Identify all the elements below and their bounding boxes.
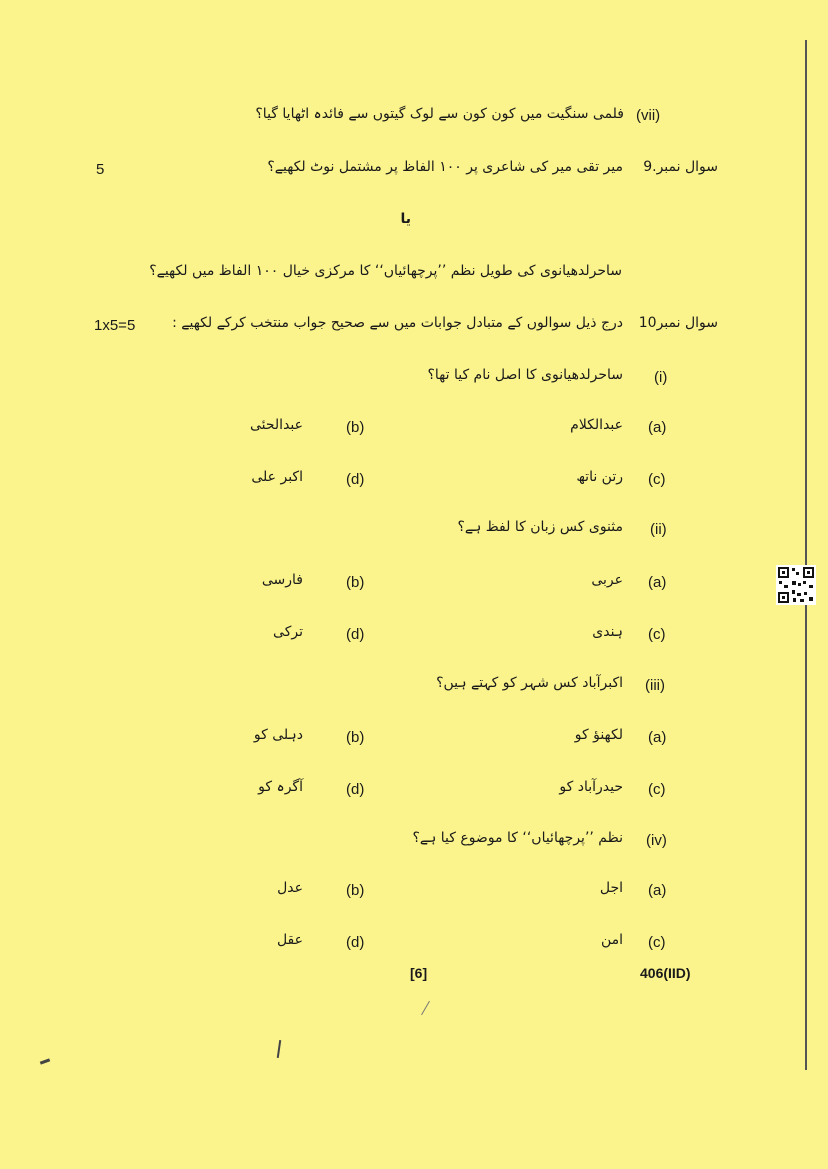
question-label: سوال نمبر10 [638, 315, 718, 331]
question-text: درج ذیل سوالوں کے متبادل جوابات میں سے صحیح جواب منتخب کرکے لکھیے : [172, 315, 623, 331]
option-text: حیدرآباد کو [559, 779, 623, 795]
option-label: (c) [648, 781, 666, 798]
option-text: عربی [591, 572, 623, 588]
option-text: اکبر علی [251, 469, 303, 485]
option-label: (a) [648, 882, 667, 899]
marks: 5 [96, 161, 105, 178]
option-text: اجل [599, 880, 623, 896]
question-text: میر تقی میر کی شاعری پر ۱۰۰ الفاظ پر مشتمل نوٹ لکھیے؟ [267, 159, 623, 175]
option-label: (d) [346, 626, 365, 643]
option-text: عبدالکلام [570, 417, 623, 433]
or-text: یا [400, 211, 411, 227]
option-text: امن [600, 932, 623, 948]
option-text: ترکی [273, 624, 303, 640]
option-label: (d) [346, 471, 365, 488]
option-text: دہلی کو [253, 727, 303, 743]
question-label: سوال نمبر.9 [643, 159, 718, 175]
option-text: عقل [276, 932, 303, 948]
question-text: فلمی سنگیت میں کون کون سے لوک گیتوں سے فائدہ اٹھایا گیا؟ [255, 106, 624, 122]
option-text: رتن ناتھ [576, 469, 623, 485]
question-number: (iv) [646, 832, 667, 849]
question-text: ساحرلدھیانوی کا اصل نام کیا تھا؟ [427, 367, 623, 383]
option-label: (b) [346, 729, 365, 746]
qr-code-icon [776, 565, 816, 605]
option-label: (c) [648, 934, 666, 951]
option-label: (b) [346, 882, 365, 899]
option-label: (b) [346, 574, 365, 591]
option-label: (a) [648, 729, 667, 746]
question-number: (i) [654, 369, 668, 386]
option-label: (c) [648, 626, 666, 643]
option-text: آگرہ کو [258, 779, 303, 795]
question-text-alt: ساحرلدھیانوی کی طویل نظم ’’پرچھائیاں‘‘ کا مرکزی خیال ۱۰۰ الفاظ میں لکھیے؟ [149, 263, 622, 279]
option-text: عدل [277, 880, 303, 896]
paper-code: 406(IID) [640, 965, 691, 981]
question-text: اکبرآباد کس شہر کو کہتے ہیں؟ [436, 675, 623, 691]
scan-mark [421, 1001, 430, 1015]
option-text: ہندی [592, 624, 623, 640]
option-label: (c) [648, 471, 666, 488]
question-text: مثنوی کس زبان کا لفظ ہے؟ [457, 519, 623, 535]
marks: 1x5=5 [94, 317, 136, 334]
scan-mark [40, 1058, 50, 1064]
scan-mark [277, 1040, 281, 1058]
option-label: (a) [648, 419, 667, 436]
option-label: (b) [346, 419, 365, 436]
option-label: (a) [648, 574, 667, 591]
question-number: (iii) [645, 677, 665, 694]
option-text: عبدالحئی [249, 417, 303, 433]
question-number: (ii) [650, 521, 667, 538]
option-text: فارسی [261, 572, 303, 588]
question-text: نظم ’’پرچھائیاں‘‘ کا موضوع کیا ہے؟ [412, 830, 623, 846]
option-label: (d) [346, 781, 365, 798]
option-text: لکھنؤ کو [574, 727, 623, 743]
question-number: (vii) [636, 107, 661, 124]
page-edge-line [805, 40, 807, 1070]
option-label: (d) [346, 934, 365, 951]
page-number: [6] [410, 965, 428, 981]
